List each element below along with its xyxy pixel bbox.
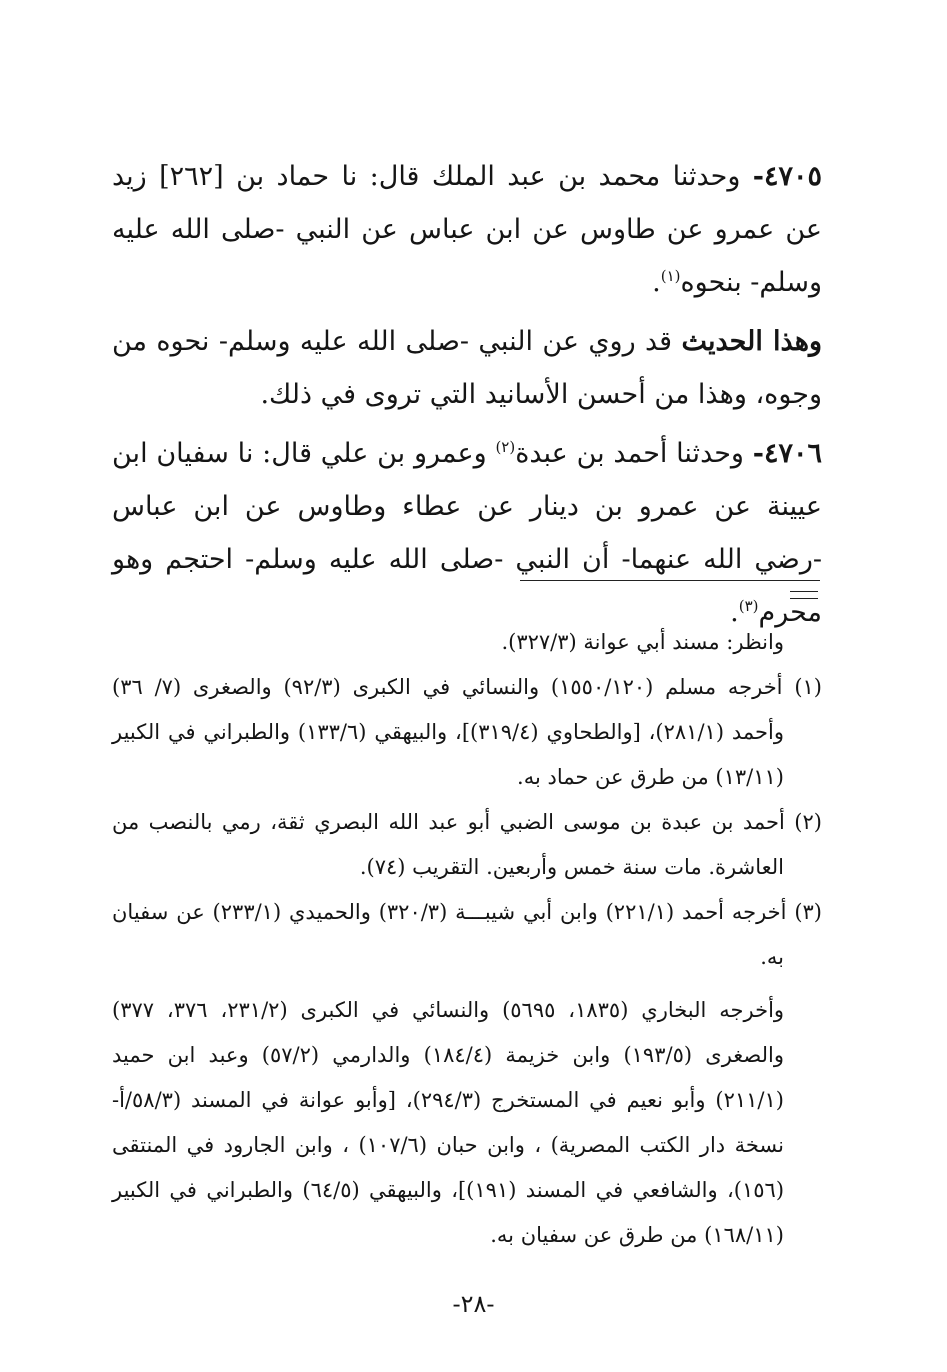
- page-number: -٢٨-: [452, 1290, 495, 1318]
- hadith-text-end: .: [652, 267, 661, 298]
- commentary-lead: وهذا الحديث: [681, 326, 822, 357]
- footnote-ref: (١): [660, 267, 681, 285]
- footnote-3-continued: وأخرجه البخاري (١٨٣٥، ٥٦٩٥) والنسائي في الكبرى (٢٣١/٢، ٣٧٦، ٣٧٧) والصغرى (١٩٣/٥) وابن خزيمة (١٨٤/٤) والدارمي (٥٧/٢) وعبد ابن حميد (٢١١/١) وأبو نعيم في المستخرج (٢٩٤/٣)، [وأبو عوانة في المسند (٥٨/٣/أ- نسخة دار الكتب المصرية) ، وابن حبان (١٠٧/٦) ، وابن الجارود في المنتقى (١٥٦)، والشافعي في المسند (١٩١)]، والبيهقي (٦٤/٥) والطبراني في الكبير (١٦٨/١١) من طرق عن سفيان به.: [112, 998, 785, 1247]
- hadith-number: ٤٧٠٥-: [752, 161, 823, 192]
- commentary-paragraph: [112, 315, 822, 421]
- commentary-text: قد روي عن النبي -صلى الله عليه وسلم- نحوه من وجوه، وهذا من أحسن الأسانيد التي تروى في ذلك.: [112, 326, 822, 410]
- hadith-number: ٤٧٠٦-: [752, 438, 822, 469]
- footnote-separator: [520, 580, 820, 581]
- footnotes: [112, 620, 822, 1258]
- footnote-separator-mark: [790, 591, 818, 599]
- hadith-text: وحدثنا محمد بن عبد الملك قال: نا حماد بن [٢٦٢] زيد عن عمرو عن طاوس عن ابن عباس عن النبي -صلى الله عليه وسلم- بنحوه: [112, 161, 822, 298]
- hadith-4706: [112, 427, 822, 639]
- footnote-ref: (٣): [738, 597, 759, 615]
- footnote-carryover: وانظر: مسند أبي عوانة (٣٢٧/٣).: [501, 630, 784, 654]
- main-text: [112, 150, 822, 639]
- footnote-3: (٣) أخرجه أحمد (٢٢١/١) وابن أبي شيبـــة (٣٢٠/٣) والحميدي (٢٣٣/١) عن سفيان به.: [112, 900, 822, 969]
- footnote-1: (١) أخرجه مسلم (١٥٥٠/١٢٠) والنسائي في الكبرى (٩٢/٣) والصغرى (٧/ ٣٦) وأحمد (٢٨١/١)، [والطحاوي (٣١٩/٤)]، والبيهقي (١٣٣/٦) والطبراني في الكبير (١٣/١١) من طرق عن حماد به.: [112, 675, 822, 789]
- hadith-4705: [112, 150, 822, 309]
- hadith-text: وحدثنا أحمد بن عبدة: [515, 438, 753, 469]
- footnote-ref: (٢): [495, 438, 516, 456]
- hadith-text-end: .: [730, 597, 739, 628]
- footnote-2: (٢) أحمد بن عبدة بن موسى الضبي أبو عبد الله البصري ثقة، رمي بالنصب من العاشرة. مات سنة خمس وأربعين. التقريب (٧٤).: [112, 810, 822, 879]
- hadith-text: وعمرو بن علي قال: نا سفيان ابن عيينة عن عمرو بن دينار عن عطاء وطاوس عن ابن عباس -رضي الله عنهما- أن النبي -صلى الله عليه وسلم- احتجم وهو محرم: [112, 438, 822, 628]
